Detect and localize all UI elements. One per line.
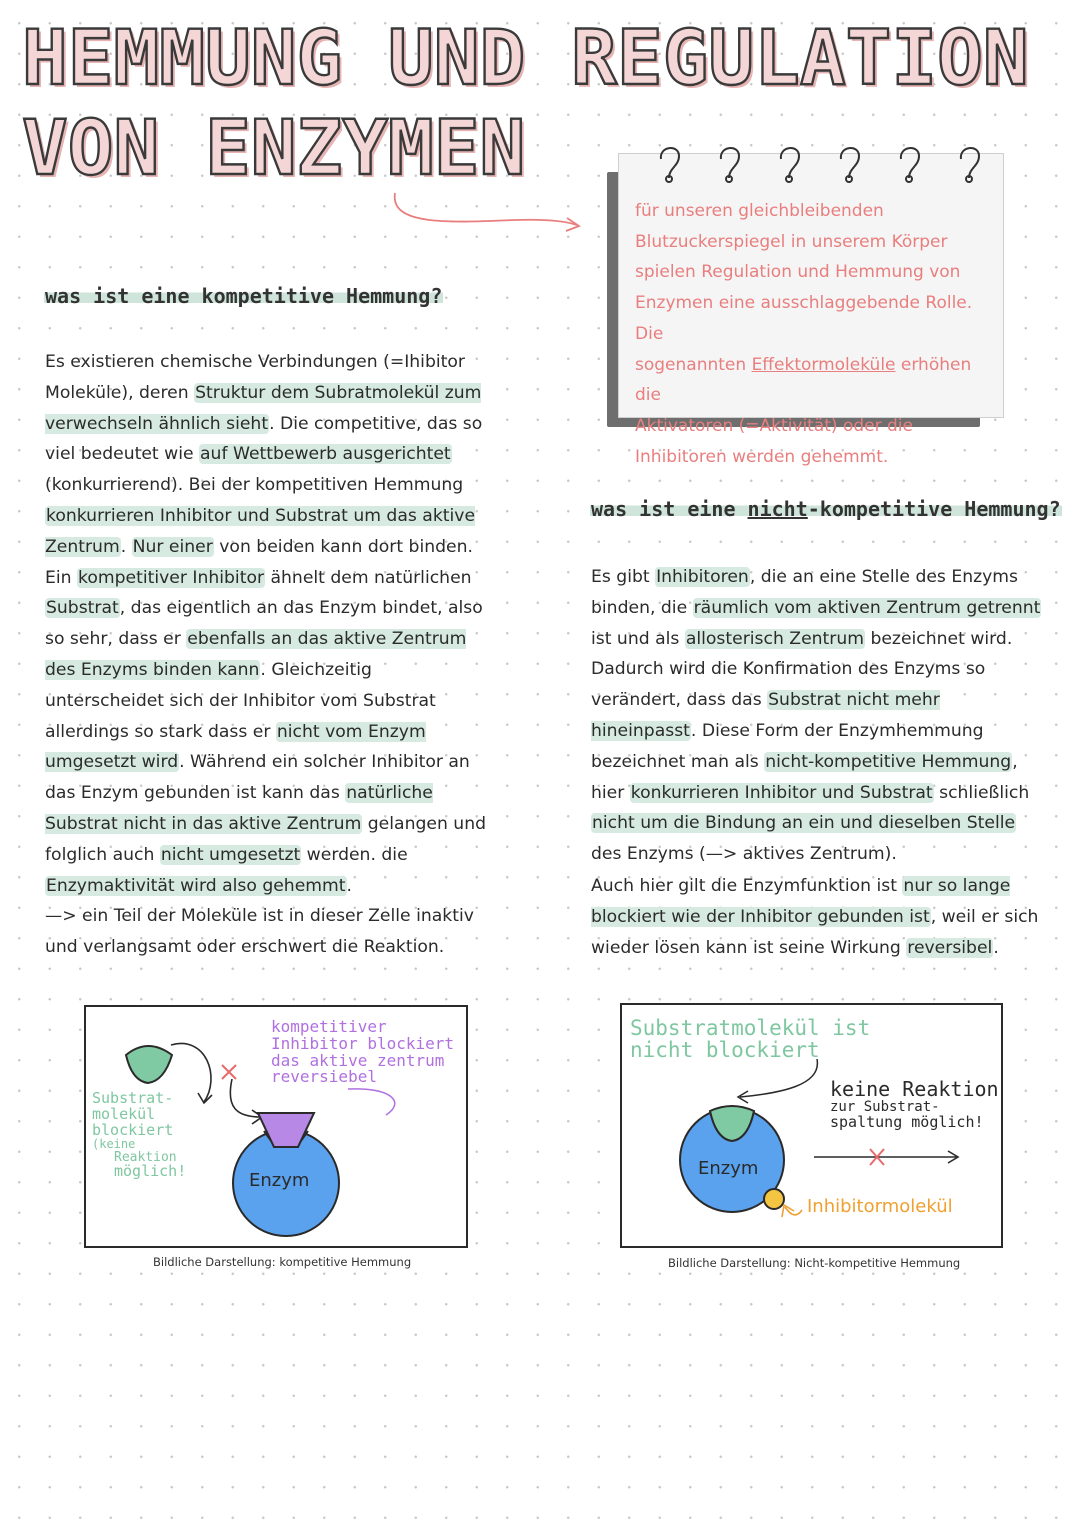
highlight: Substrat nicht mehr hineinpasst xyxy=(591,690,940,741)
text-fragment: , hier xyxy=(591,751,1018,803)
inhibitor-label xyxy=(271,1019,454,1086)
note-line: Aktivatoren (=Aktivität) oder die xyxy=(635,415,913,436)
text-fragment: schließlich xyxy=(933,782,1030,803)
inhibitor-molecule xyxy=(764,1189,784,1209)
substrate-molecule xyxy=(126,1046,172,1083)
highlight: Struktur dem Subratmolekül zum verwechseln ähnlich sieht xyxy=(45,382,482,434)
label-line: möglich! xyxy=(114,1162,187,1181)
label-line: das aktive zentrum xyxy=(271,1050,445,1070)
text-fragment: Es gibt xyxy=(591,567,656,587)
heading-text: was ist eine kompetitive Hemmung? xyxy=(45,284,443,308)
label-line: Substratmolekül ist xyxy=(630,1016,871,1040)
effektormolekuele-term: Effektormoleküle xyxy=(751,354,896,375)
label-line: Reaktion xyxy=(114,1149,177,1165)
text-fragment: , weil er sich wieder lösen kann ist seine Wirkung xyxy=(591,906,1039,958)
text-fragment: . xyxy=(346,875,352,896)
figure-kompetitive-hemmung xyxy=(84,1005,468,1248)
label-line: keine Reaktion xyxy=(830,1077,999,1101)
figure-nicht-kompetitive-hemmung xyxy=(620,1003,1003,1248)
highlight: nicht umgesetzt xyxy=(160,844,301,865)
label-line: (keine xyxy=(92,1137,136,1152)
label-line: molekül xyxy=(92,1104,156,1123)
highlight: allosterisch Zentrum xyxy=(685,628,864,649)
note-line: für unseren gleichbleibenden xyxy=(635,201,884,221)
page-title-line-2: VON ENZYMEN xyxy=(22,103,526,192)
note-line: Enzymen eine ausschlaggebende Rolle. Die xyxy=(635,293,973,344)
highlight: Inhibitoren xyxy=(656,567,749,587)
highlight: konkurrieren Inhibitor und Substrat xyxy=(630,782,933,803)
highlight: ebenfalls an das aktive Zentrum des Enzyms binden kann xyxy=(45,629,467,680)
enzyme-label: Enzym xyxy=(698,1158,759,1179)
text-fragment: . Diese Form der Enzymhemmung bezeichnet man als xyxy=(591,720,984,772)
label-line: Inhibitor blockiert xyxy=(271,1033,455,1053)
blocked-x-icon xyxy=(222,1065,236,1079)
highlight: kompetitiver Inhibitor xyxy=(78,567,265,588)
text-fragment: des Enzyms (—> aktives Zentrum). xyxy=(591,844,897,865)
right-paragraph-1 xyxy=(591,562,1046,870)
substrate-label xyxy=(92,1091,186,1180)
left-paragraph-1 xyxy=(45,347,495,901)
highlight: auf Wettbewerb ausgerichtet xyxy=(200,444,451,465)
substrate-label xyxy=(630,1017,870,1061)
highlight: konkurrieren Inhibitor und Substrat um das aktive Zentrum xyxy=(45,505,476,557)
heading-kompetitive-hemmung xyxy=(44,284,443,308)
highlight: nicht vom Enzym umgesetzt wird xyxy=(45,721,426,773)
highlight: nur so lange blockiert wie der Inhibitor gebunden ist xyxy=(591,876,1011,927)
highlight: Enzymaktivität wird also gehemmt xyxy=(46,875,346,896)
highlight: reversibel xyxy=(907,937,993,958)
right-paragraph-2 xyxy=(591,871,1046,963)
note-fragment: sogenannten xyxy=(635,354,752,375)
highlight: nicht-kompetitive Hemmung xyxy=(765,751,1012,772)
highlight: räumlich vom aktiven Zentrum getrennt xyxy=(693,597,1041,618)
highlight: Substrat xyxy=(46,598,119,619)
left-paragraph-2 xyxy=(45,901,505,963)
text-fragment: Moleküle), deren xyxy=(45,382,195,403)
text-fragment: ist und als xyxy=(591,628,685,649)
text-fragment: Auch hier gilt die Enzymfunktion ist xyxy=(591,876,903,896)
note-text xyxy=(635,196,993,472)
highlight: natürliche Substrat nicht in das aktive Zentrum xyxy=(45,783,433,834)
label-line: zur Substrat- xyxy=(830,1099,940,1115)
highlight: nicht um die Bindung an ein und dieselben Stelle xyxy=(592,813,1016,834)
spiral-binding-icon xyxy=(639,134,989,184)
conclusion-text: —> ein Teil der Moleküle ist in dieser Zelle inaktiv und verlangsamt oder erschwert die Reaktion. xyxy=(45,906,474,957)
note-fragment: erhöhen die xyxy=(635,354,972,406)
text-fragment: . Gleichzeitig unterscheidet sich der Inhibitor vom Substrat allerdings so stark dass er xyxy=(45,659,436,742)
label-line: reversiebel xyxy=(271,1067,377,1087)
text-fragment: ähnelt dem natürlichen xyxy=(265,567,472,588)
note-line: spielen Regulation und Hemmung von xyxy=(635,262,961,283)
heading-fragment: was ist eine xyxy=(591,497,748,521)
highlight: Nur einer xyxy=(132,536,213,557)
label-line: Substrat- xyxy=(92,1089,174,1107)
text-fragment: gelangen und folglich auch xyxy=(45,813,486,865)
text-fragment: , das eigentlich an das Enzym bindet, also so sehr, dass er xyxy=(45,598,483,650)
heading-nicht-kompetitive-hemmung xyxy=(590,497,1062,521)
label-line: spaltung möglich! xyxy=(830,1112,984,1131)
text-fragment: Es existieren chemische Verbindungen (=Ihibitor xyxy=(45,352,465,372)
title-to-note-arrow xyxy=(385,185,595,245)
figure-1-caption: Bildliche Darstellung: kompetitive Hemmung xyxy=(153,1255,412,1269)
text-fragment: . xyxy=(120,536,132,557)
text-fragment: (konkurrierend). Bei der kompetitiven Hemmung xyxy=(45,475,464,496)
reaction-label xyxy=(830,1079,999,1130)
inhibitor-label: Inhibitormolekül xyxy=(807,1196,953,1217)
label-line: kompetitiver xyxy=(271,1017,387,1036)
heading-underlined: nicht xyxy=(747,497,808,521)
text-fragment: von beiden kann dort binden. Ein xyxy=(45,536,473,588)
figure-2-caption: Bildliche Darstellung: Nicht-kompetitive Hemmung xyxy=(668,1256,961,1270)
text-fragment: bezeichnet wird. Dadurch wird die Konfirmation des Enzyms so verändert, dass das xyxy=(591,628,1013,711)
heading-text xyxy=(590,497,1062,521)
note-card xyxy=(618,153,1004,467)
text-fragment: , die an eine Stelle des Enzyms binden, die xyxy=(591,567,1018,618)
note-line: Inhibitoren werden gehemmt. xyxy=(635,446,889,467)
heading-fragment: -kompetitive Hemmung? xyxy=(807,497,1061,521)
label-line: nicht blockiert xyxy=(630,1038,820,1063)
note-line xyxy=(635,350,993,411)
label-line: blockiert xyxy=(92,1120,174,1139)
page-title-line-1: HEMMUNG UND REGULATION xyxy=(22,13,1029,102)
enzyme-label: Enzym xyxy=(249,1170,310,1191)
note-line: Blutzuckerspiegel in unserem Körper xyxy=(635,231,948,252)
text-fragment: . Während ein solcher Inhibitor an das Enzym gebunden ist kann das xyxy=(45,752,470,804)
text-fragment: . Die competitive, das so viel bedeutet wie xyxy=(45,413,483,465)
text-fragment: . xyxy=(993,937,999,958)
text-fragment: werden. die xyxy=(301,844,408,865)
